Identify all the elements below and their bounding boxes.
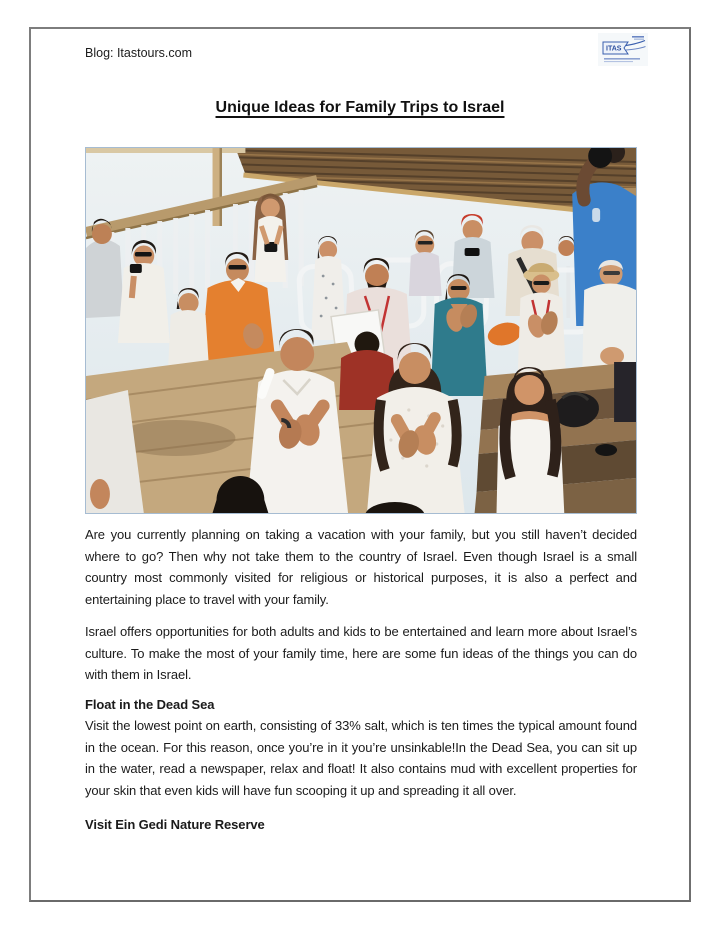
svg-text:ITAS: ITAS <box>606 45 622 53</box>
article-body <box>85 524 637 836</box>
group-photo <box>85 147 637 514</box>
page-title: Unique Ideas for Family Trips to Israel <box>215 99 505 116</box>
intro-paragraph-2: Israel offers opportunities for both adults and kids to be entertained and learn more about Israel’s culture. To make the most of your family time, here are some fun ideas of the things you can do with them in Israel. <box>85 624 637 682</box>
itastours-logo <box>598 33 648 66</box>
section-heading-ein-gedi: Visit Ein Gedi Nature Reserve <box>85 817 265 832</box>
intro-paragraph-1: Are you currently planning on taking a vacation with your family, but you still haven’t decided where to go? Then why not take them to the country of Israel. Even though Israel is a small country most commonly visited for religious or historical purposes, it is also a perfect and entertaining place to travel with your family. <box>85 527 637 607</box>
section-heading-dead-sea: Float in the Dead Sea <box>85 696 215 712</box>
section-body-dead-sea: Visit the lowest point on earth, consisting of 33% salt, which is ten times the typical amount found in the ocean. For this reason, once you’re in it you’re unsinkable!In the Dead Sea, you can sit up in the water, read a newspaper, relax and float! It also contains mud with excellent properties for your skin that even kids will have fun scooping it up and spreading it all over. <box>85 718 637 798</box>
blog-header: Blog: Itastours.com <box>85 46 192 60</box>
itastours-logo-icon <box>598 33 648 66</box>
